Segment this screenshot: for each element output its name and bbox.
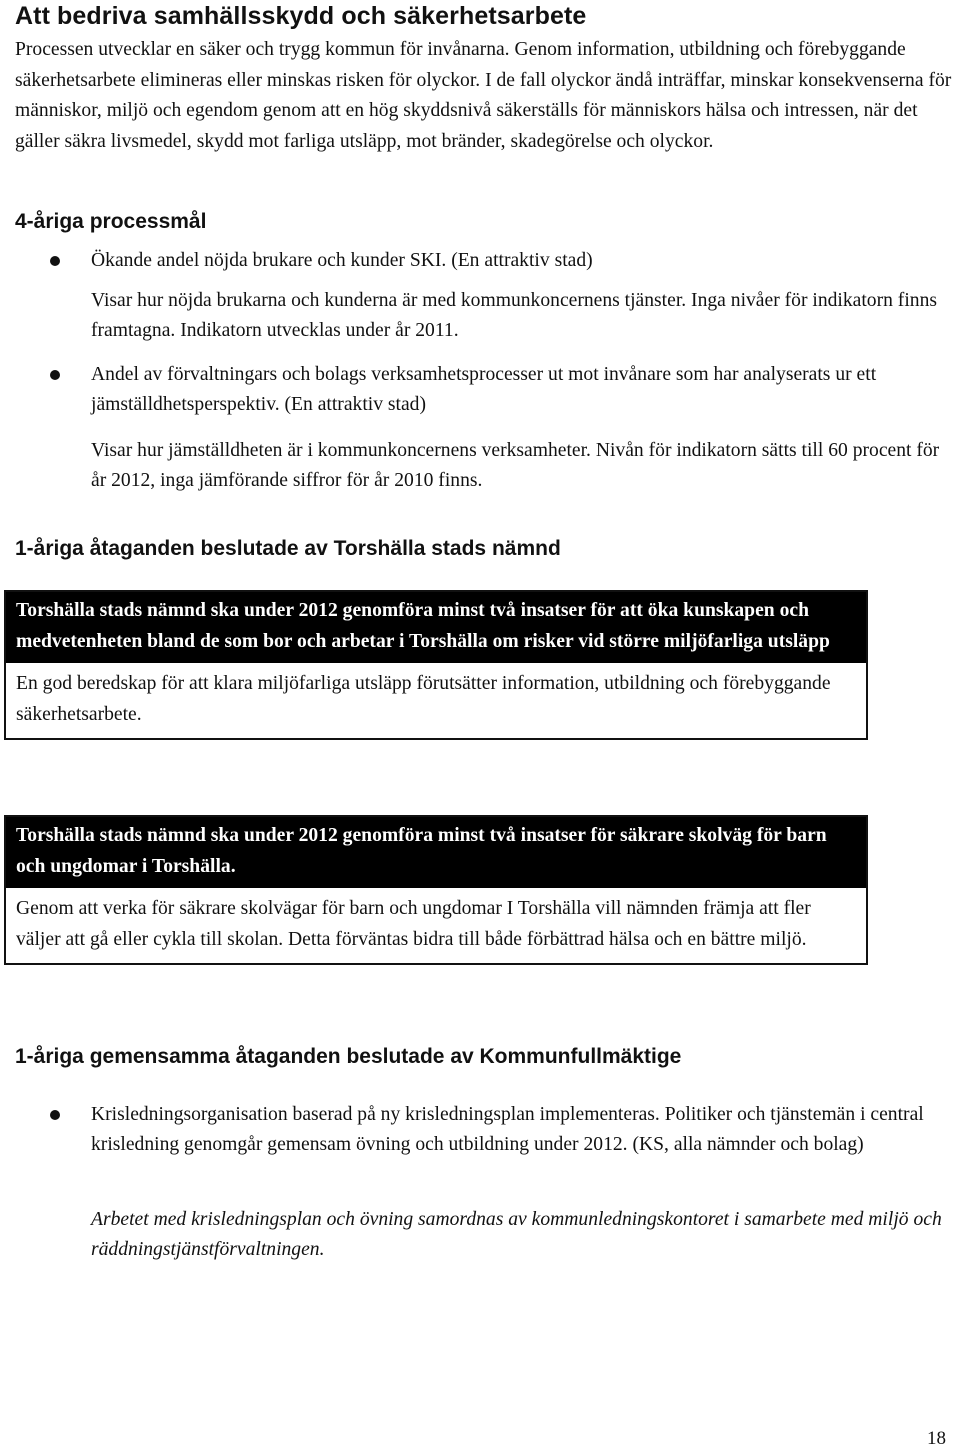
- commitment-1-header: Torshälla stads nämnd ska under 2012 genomföra minst två insatser för att öka kunskapen och medvetenheten bland de som bor och arbetar i Torshälla om risker vid större miljöfarliga utsläpp: [6, 592, 866, 663]
- commitment-2-body: Genom att verka för säkrare skolvägar för barn och ungdomar I Torshälla vill nämnden främja att fler väljer att gå eller cykla till skolan. Detta förväntas bidra till både förbättrad hälsa och en bättre miljö.: [16, 898, 811, 950]
- commitment-1-body: En god beredskap för att klara miljöfarliga utsläpp förutsätter information, utbildning och förebyggande säkerhetsarbete.: [16, 673, 831, 725]
- intro-paragraph: Processen utvecklar en säker och trygg kommun för invånarna. Genom information, utbildning och förebyggande säkerhetsarbete elimineras eller minskas risken för olyckor. I de fall olyckor ändå inträffar, minskar konsekvenserna för människor, miljö och egendom genom att en hög skyddsnivå säkerställs för människors hälsa och intressen, när det gäller säkra livsmedel, skydd mot farliga utsläpp, mot bränder, skadegörelse och olyckor.: [15, 39, 952, 152]
- commitment-box-1: [4, 590, 868, 740]
- bullet-icon: [50, 256, 60, 266]
- page-number: 18: [927, 1428, 946, 1449]
- goal-2-description: Visar hur jämställdheten är i kommunkoncernens verksamheter. Nivån för indikatorn sätts till 60 procent för år 2012, inga jämförande siffror för år 2010 finns.: [91, 440, 940, 491]
- joint-commitments-heading: 1-åriga gemensamma åtaganden beslutade av Kommunfullmäktige: [15, 1045, 682, 1068]
- goal-2-text: Andel av förvaltningars och bolags verksamhetsprocesser ut mot invånare som har analyserats ur ett jämställdhetsperspektiv. (En attraktiv stad): [91, 364, 877, 415]
- goal-1-text: Ökande andel nöjda brukare och kunder SKI. (En attraktiv stad): [91, 250, 593, 271]
- commitments-heading: 1-åriga åtaganden beslutade av Torshälla stads nämnd: [15, 537, 561, 560]
- bullet-icon: [50, 1110, 60, 1120]
- bullet-icon: [50, 370, 60, 380]
- goals-heading: 4-åriga processmål: [15, 210, 207, 233]
- joint-item-note: Arbetet med krisledningsplan och övning samordnas av kommunledningskontoret i samarbete med miljö och räddningstjänstförvaltningen.: [91, 1209, 942, 1260]
- joint-item-text: Krisledningsorganisation baserad på ny krisledningsplan implementeras. Politiker och tjänstemän i central krisledning genomgår gemensam övning och utbildning under 2012. (KS, alla nämnder och bolag): [91, 1104, 924, 1155]
- page-title: Att bedriva samhällsskydd och säkerhetsarbete: [15, 2, 587, 30]
- commitment-box-2: [4, 815, 868, 965]
- commitment-2-header: Torshälla stads nämnd ska under 2012 genomföra minst två insatser för säkrare skolväg för barn och ungdomar i Torshälla.: [6, 817, 866, 888]
- goal-1-description: Visar hur nöjda brukarna och kunderna är med kommunkoncernens tjänster. Inga nivåer för indikatorn finns framtagna. Indikatorn utvecklas under år 2011.: [91, 290, 937, 341]
